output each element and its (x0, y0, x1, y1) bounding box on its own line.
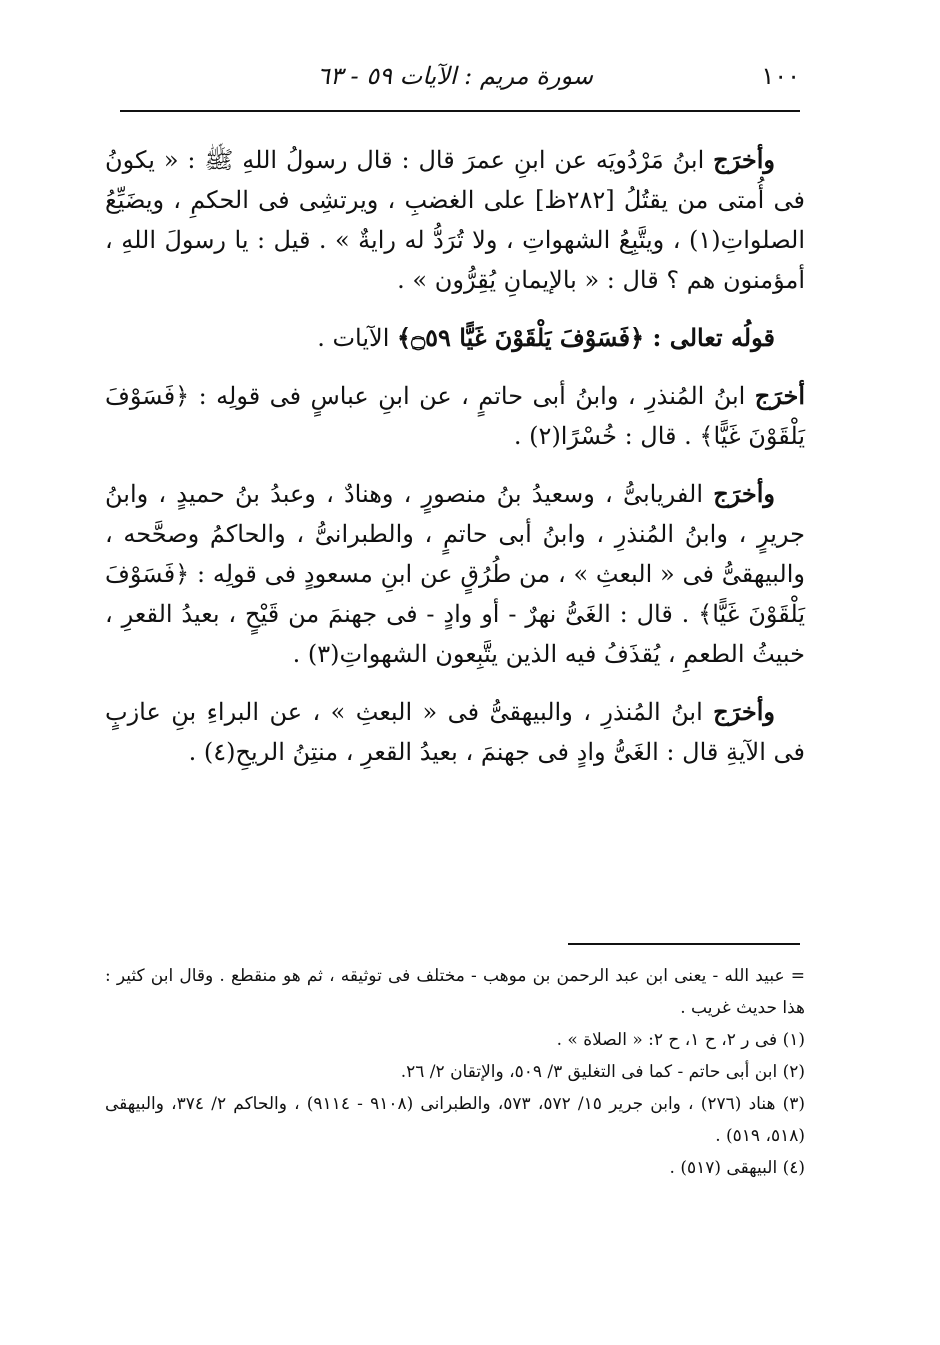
paragraph-1 (105, 140, 805, 300)
paragraph-text: الفريابىُّ ، وسعيدُ بنُ منصورٍ ، وهنادٌ ، وعبدُ بنُ حميدٍ ، وابنُ جريرٍ ، وابنُ المُنذرِ ، وابنُ أبى حاتمٍ ، والطبرانىُّ ، والحاكمُ وصحَّحه ، والبيهقىُّ فى « البعثِ » ، من طُرُقٍ عن ابنِ مسعودٍ فى قولِه : ﴿فَسَوْفَ يَلْقَوْنَ غَيًّا﴾ . قال : الغَىُّ نهرٌ - أو وادٍ - فى جهنمَ من قَيْحٍ ، بعيدُ القعرِ ، خبيثُ الطعمِ ، يُقذَفُ فيه الذين يتَّبِعون الشهواتِ(٣) . (105, 480, 805, 668)
footnote-1: (١) فى ر ٢، ح ١، ح ٢: « الصلاة » . (556, 1030, 805, 1050)
paragraph-4 (105, 474, 805, 674)
paragraph-3 (105, 376, 805, 456)
footnote-4: (٤) البيهقى (٥١٧) . (669, 1158, 805, 1178)
paragraph-text: ابنُ المُنذرِ ، وابنُ أبى حاتمٍ ، عن ابنِ عباسٍ فى قولِه : ﴿فَسَوْفَ يَلْقَوْنَ غَيًّا﴾ . قال : خُسْرًا(٢) . (105, 382, 805, 450)
footnote-separator (568, 943, 800, 945)
paragraph-lead: وأخرَج (713, 479, 776, 508)
quran-verse: ﴿فَسَوْفَ يَلْقَوْنَ غَيًّا ۝٥٩﴾ (397, 323, 653, 352)
page-number: ١٠٠ (761, 62, 800, 90)
footnote-continuation: = عبيد الله - يعنى ابن عبد الرحمن بن موهب - مختلف فى توثيقه ، ثم هو منقطع . وقال ابن كثير : هذا حديث غريب . (105, 966, 805, 1018)
footnotes (105, 960, 805, 1184)
paragraph-5 (105, 692, 805, 772)
page-header (110, 58, 800, 106)
footnote-2: (٢) ابن أبى حاتم - كما فى التغليق ٣/ ٥٠٩، والإتقان ٢/ ٢٦. (400, 1062, 805, 1082)
paragraph-text: ابنُ مَرْدُويَه عن ابنِ عمرَ قال : قال رسولُ اللهِ ﷺ : « يكونُ فى أُمتى من يقتُلُ [٢٨٢ظ] على الغضبِ ، ويرتشِى فى الحكمِ ، ويضَيِّعُ الصلواتِ(١) ، ويتَّبِعُ الشهواتِ ، ولا تُرَدُّ له رايةٌ » . قيل : يا رسولَ اللهِ ، أمؤمنون هم ؟ قال : « بالإيمانِ يُقِرُّون » . (105, 146, 805, 294)
paragraph-lead: أخرَج (754, 381, 805, 410)
body-text (105, 140, 805, 790)
paragraph-text: ابنُ المُنذرِ ، والبيهقىُّ فى « البعثِ » ، عن البراءِ بنِ عازبٍ فى الآيةِ قال : الغَىُّ وادٍ فى جهنمَ ، بعيدُ القعرِ ، منتِنُ الريحِ(٤) . (105, 698, 805, 766)
header-rule (120, 110, 800, 112)
paragraph-lead: وأخرَج (713, 145, 775, 174)
paragraph-2 (105, 318, 805, 358)
running-title: سورة مريم : الآيات ٥٩ - ٦٣ (317, 62, 593, 90)
paragraph-lead: وأخرَج (713, 697, 775, 726)
verse-heading: قولُه تعالى : (652, 323, 775, 352)
footnote-3: (٣) هناد (٢٧٦) ، وابن جرير ١٥/ ٥٧٢، ٥٧٣، والطبرانى (٩١٠٨ - ٩١١٤) ، والحاكم ٢/ ٣٧٤، والبيهقى (٥١٨، ٥١٩) . (105, 1094, 806, 1146)
paragraph-text: الآيات . (317, 324, 398, 352)
